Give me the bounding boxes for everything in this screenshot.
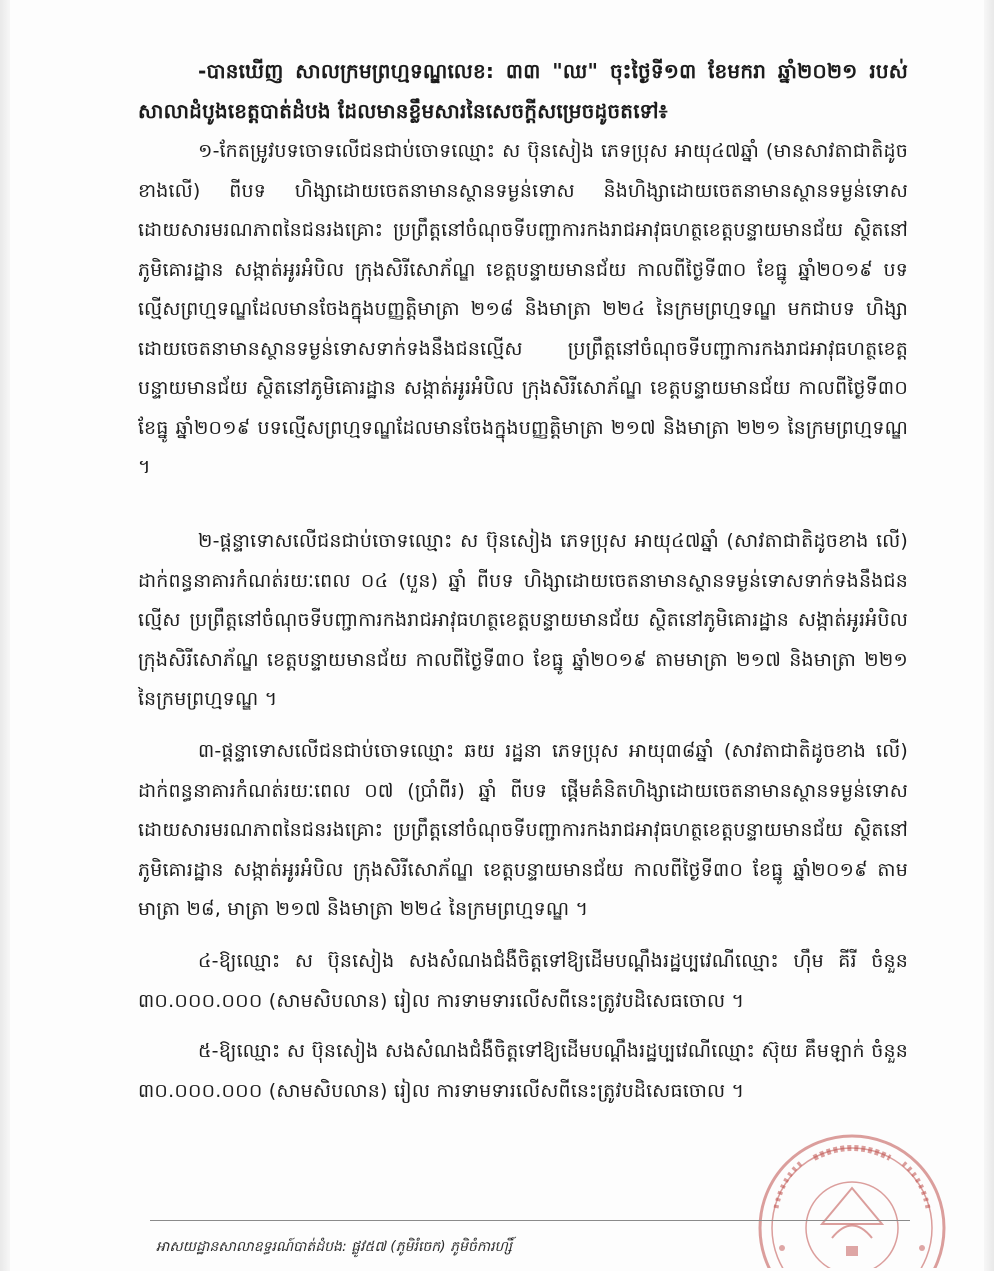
court-seal-stamp-icon <box>752 1128 952 1268</box>
ruling-paragraph-4: ៤-ឱ្យឈ្មោះ ស ប៊ុនសៀង សងសំណងជំងឺចិត្តទៅឱ្យដើមបណ្តឹងរដ្ឋប្បវេណីឈ្មោះ ហ៊ឹម គីរី ចំនួន ៣០.០០០.០០០ (សាមសិបលាន) រៀល ការទាមទារលើសពីនេះត្រូវបដិសេធចោល ។ <box>138 950 908 1012</box>
scan-edge-right <box>984 0 994 1271</box>
ruling-paragraph-2: ២-ផ្តន្ទាទោសលើជនជាប់ចោទឈ្មោះ ស ប៊ុនសៀង ភេទប្រុស អាយុ៤៧ឆ្នាំ (សាវតាជាតិដូចខាង លើ) ដាក់ពន្ធនាគារកំណត់រយៈពេល ០៤ (បួន) ឆ្នាំ ពីបទ ហិង្សាដោយចេតនាមានស្ថានទម្ងន់ទោសទាក់ទងនឹងជនល្មើស ប្រព្រឹត្តនៅចំណុចទីបញ្ជាការកងរាជអាវុធហត្ថខេត្តបន្ទាយមានជ័យ ស្ថិតនៅភូមិគោរដ្ឋាន សង្កាត់អូរអំបិល ក្រុងសិរីសោភ័ណ្ឌ ខេត្តបន្ទាយមានជ័យ កាលពីថ្ងៃទី៣០ ខែធ្នូ ឆ្នាំ២០១៩ តាមមាត្រា ២១៧ និងមាត្រា ២២១ នៃក្រមព្រហ្មទណ្ឌ ។ <box>138 530 908 710</box>
document-heading: -បានឃើញ សាលក្រមព្រហ្មទណ្ឌលេខ: ៣៣ "ឈ" ចុះថ្ងៃទី១៣ ខែមករា ឆ្នាំ២០២១ របស់សាលាដំបូងខេត្តបាត់ដំបង ដែលមានខ្លឹមសារនៃសេចក្តីសម្រេចដូចតទៅ៖ <box>138 59 908 123</box>
footer-divider <box>150 1220 910 1221</box>
ruling-paragraph-5: ៥-ឱ្យឈ្មោះ ស ប៊ុនសៀង សងសំណងជំងឺចិត្តទៅឱ្យដើមបណ្តឹងរដ្ឋប្បវេណីឈ្មោះ ស៊ុយ គឹមឡាក់ ចំនួន ៣០.០០០.០០០ (សាមសិបលាន) រៀល ការទាមទារលើសពីនេះត្រូវបដិសេធចោល ។ <box>138 1040 908 1102</box>
scan-edge-left <box>0 0 10 1271</box>
ruling-paragraph-3: ៣-ផ្តន្ទាទោសលើជនជាប់ចោទឈ្មោះ ឆយ រដ្ឋនា ភេទប្រុស អាយុ៣៨ឆ្នាំ (សាវតាជាតិដូចខាង លើ) ដាក់ពន្ធនាគារកំណត់រយៈពេល ០៧ (ប្រាំពីរ) ឆ្នាំ ពីបទ ផ្តើមគំនិតហិង្សាដោយចេតនាមានស្ថានទម្ងន់ទោសដោយសារមរណភាពនៃជនរងគ្រោះ ប្រព្រឹត្តនៅចំណុចទីបញ្ជាការកងរាជអាវុធហត្ថខេត្តបន្ទាយមានជ័យ ស្ថិតនៅភូមិគោរដ្ឋាន សង្កាត់អូរអំបិល ក្រុងសិរីសោភ័ណ្ឌ ខេត្តបន្ទាយមានជ័យ កាលពីថ្ងៃទី៣០ ខែធ្នូ ឆ្នាំ២០១៩ តាមមាត្រា ២៨, មាត្រា ២១៧ និងមាត្រា ២២៤ នៃក្រមព្រហ្មទណ្ឌ ។ <box>138 740 908 920</box>
ruling-paragraph-1: ១-កែតម្រូវបទចោទលើជនជាប់ចោទឈ្មោះ ស ប៊ុនសៀង ភេទប្រុស អាយុ៤៧ឆ្នាំ (មានសាវតាជាតិដូចខាងលើ) ពីបទ ហិង្សាដោយចេតនាមានស្ថានទម្ងន់ទោស និងហិង្សាដោយចេតនាមានស្ថានទម្ងន់ទោសដោយសារមរណភាពនៃជនរងគ្រោះ ប្រព្រឹត្តនៅចំណុចទីបញ្ជាការកងរាជអាវុធហត្ថខេត្តបន្ទាយមានជ័យ ស្ថិតនៅភូមិគោរដ្ឋាន សង្កាត់អូរអំបិល ក្រុងសិរីសោភ័ណ្ឌ ខេត្តបន្ទាយមានជ័យ កាលពីថ្ងៃទី៣០ ខែធ្នូ ឆ្នាំ២០១៩ បទល្មើសព្រហ្មទណ្ឌដែលមានចែងក្នុងបញ្ញត្តិមាត្រា ២១៨ និងមាត្រា ២២៤ នៃក្រមព្រហ្មទណ្ឌ មកជាបទ ហិង្សាដោយចេតនាមានស្ថានទម្ងន់ទោសទាក់ទងនឹងជនល្មើស ប្រព្រឹត្តនៅចំណុចទីបញ្ជាការកងរាជអាវុធហត្ថខេត្តបន្ទាយមានជ័យ ស្ថិតនៅភូមិគោរដ្ឋាន សង្កាត់អូរអំបិល ក្រុងសិរីសោភ័ណ្ឌ ខេត្តបន្ទាយមានជ័យ កាលពីថ្ងៃទី៣០ ខែធ្នូ ឆ្នាំ២០១៩ បទល្មើសព្រហ្មទណ្ឌដែលមានចែងក្នុងបញ្ញត្តិមាត្រា ២១៧ និងមាត្រា ២២១ នៃក្រមព្រហ្មទណ្ឌ ។ <box>138 140 908 478</box>
court-address-footer: អាសយដ្ឋានសាលាឧទ្ធរណ៍បាត់ដំបង: ផ្លូវ៥៧ (ភូមិរំចេក) ភូមិចំការហ្សិ៍ <box>156 1239 513 1255</box>
document-page <box>10 0 984 1271</box>
